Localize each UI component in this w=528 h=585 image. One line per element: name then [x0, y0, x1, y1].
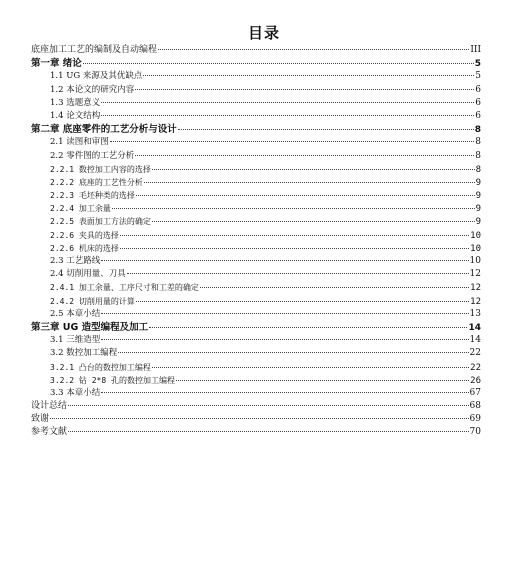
toc-entry-label: 2.4.2 切削用量的计算 [50, 296, 135, 306]
toc-entry[interactable] [31, 57, 481, 70]
toc-entry-label: 底座加工工艺的编制及自动编程 [31, 45, 158, 55]
toc-entry-page-number: 5 [475, 71, 481, 82]
dot-leader [135, 155, 474, 156]
toc-entry-page-number: 5 [474, 59, 481, 70]
dot-leader [152, 221, 475, 222]
toc-entry[interactable] [31, 215, 481, 228]
dot-leader [68, 405, 469, 406]
toc-entry[interactable] [31, 308, 481, 321]
dot-leader [120, 248, 469, 249]
toc-entry-label: 3.2 数控加工编程 [50, 348, 118, 359]
toc-entry-page-number: 9 [475, 217, 481, 228]
toc-entry-label: 2.4.1 加工余量、工序尺寸和工差的确定 [50, 283, 199, 293]
toc-entry[interactable] [31, 110, 481, 123]
dot-leader [178, 129, 474, 130]
toc-entry[interactable] [31, 189, 481, 202]
toc-entry-label: 致谢 [31, 414, 50, 425]
dot-leader [136, 195, 475, 196]
toc-entry[interactable] [31, 242, 481, 255]
toc-entry-page-number: 26 [470, 375, 481, 386]
toc-entry-page-number: 6 [475, 84, 481, 95]
toc-entry-page-number: 14 [468, 322, 481, 333]
toc-title: 目录 [247, 24, 280, 42]
dot-leader [135, 89, 474, 90]
toc-entry-page-number: 10 [470, 230, 481, 241]
dot-leader [149, 327, 467, 328]
toc-entry-page-number: 10 [469, 256, 481, 266]
toc-entry-label: 2.4 切削用量、刀具 [50, 269, 126, 280]
toc-entry[interactable] [31, 426, 481, 439]
toc-entry-page-number: 13 [469, 308, 481, 319]
toc-entry[interactable] [31, 84, 481, 97]
toc-entry-label: 1.4 论文结构 [50, 110, 101, 121]
toc-entry[interactable] [31, 387, 481, 400]
toc-entry-label: 2.2 零件图的工艺分析 [50, 150, 135, 161]
toc-entry-label: 2.3 工艺路线 [50, 256, 101, 266]
toc-entry-label: 3.2.1 凸台的数控加工编程 [50, 362, 151, 372]
toc-entry-label: 2.2.3 毛坯种类的选择 [50, 191, 135, 201]
toc-entry[interactable] [31, 361, 481, 374]
dot-leader [112, 208, 475, 209]
dot-leader [158, 49, 469, 50]
toc-entry-label: 2.1 读图和审图 [50, 137, 109, 148]
toc-entry-page-number: 67 [469, 387, 481, 398]
toc-entry-label: 1.1 UG 来源及其优缺点 [50, 71, 143, 82]
toc-entry-page-number: 12 [470, 283, 481, 294]
toc-entry-label: 第二章 底座零件的工艺分析与设计 [31, 124, 177, 136]
dot-leader [101, 115, 474, 116]
toc-entry[interactable] [31, 268, 481, 281]
toc-entry[interactable] [31, 400, 481, 413]
toc-entry-label: 第一章 绪论 [31, 58, 82, 70]
toc-entry-label: 3.1 三维造型 [50, 335, 101, 346]
toc-entry-page-number: 6 [475, 97, 481, 108]
toc-entry-label: 2.5 本章小结 [50, 308, 101, 319]
toc-entry[interactable] [31, 334, 481, 347]
toc-entry-label: 1.2 本论文的研究内容 [50, 84, 135, 95]
toc-entry-page-number: 8 [474, 125, 481, 136]
toc-entry-page-number: 6 [475, 110, 481, 121]
toc-entry-page-number: 70 [469, 427, 481, 438]
dot-leader [68, 431, 469, 432]
toc-entry-page-number: 68 [469, 401, 481, 412]
toc-entry-page-number: 8 [475, 150, 481, 161]
dot-leader [200, 287, 469, 288]
dot-leader [143, 75, 474, 76]
table-of-contents [31, 44, 481, 440]
dot-leader [101, 339, 468, 340]
dot-leader [101, 260, 468, 261]
toc-entry[interactable] [31, 70, 481, 83]
dot-leader [101, 313, 468, 314]
toc-entry[interactable] [31, 202, 481, 215]
toc-entry-page-number: 9 [475, 191, 481, 202]
toc-entry[interactable] [31, 321, 481, 334]
toc-entry[interactable] [31, 123, 481, 136]
dot-leader [144, 182, 475, 183]
dot-leader [120, 235, 469, 236]
toc-entry-page-number: 22 [470, 362, 481, 373]
toc-entry-label: 参考文献 [31, 427, 68, 438]
toc-entry-label: 2.2.6 夹具的选择 [50, 230, 119, 240]
toc-entry-label: 2.2.1 数控加工内容的选择 [50, 164, 151, 174]
toc-entry[interactable] [31, 150, 481, 163]
toc-entry[interactable] [31, 176, 481, 189]
toc-entry[interactable] [31, 281, 481, 294]
toc-entry[interactable] [31, 136, 481, 149]
toc-entry-page-number: 9 [475, 204, 481, 215]
dot-leader [83, 63, 474, 64]
toc-entry[interactable] [31, 97, 481, 110]
toc-entry[interactable] [31, 295, 481, 308]
toc-entry-page-number: 22 [469, 348, 481, 359]
dot-leader [127, 273, 469, 274]
toc-entry-page-number: 69 [469, 414, 481, 425]
dot-leader [152, 169, 475, 170]
toc-entry-page-number: 14 [469, 335, 481, 346]
dot-leader [110, 141, 475, 142]
toc-entry-label: 第三章 UG 造型编程及加工 [31, 321, 149, 333]
toc-entry-label: 设计总结 [31, 401, 68, 412]
dot-leader [118, 352, 468, 353]
toc-entry[interactable] [31, 374, 481, 387]
toc-entry-label: 1.3 选题意义 [50, 97, 101, 108]
dot-leader [50, 418, 469, 419]
toc-entry-page-number: 12 [469, 269, 481, 280]
toc-entry-page-number: 8 [475, 164, 481, 175]
toc-entry-label: 2.2.6 机床的选择 [50, 243, 119, 253]
dot-leader [152, 367, 469, 368]
toc-entry[interactable] [31, 347, 481, 360]
toc-entry-label: 2.2.4 加工余量 [50, 204, 111, 214]
toc-entry-label: 3.2.2 钻 2*8 孔的数控加工编程 [50, 375, 175, 385]
toc-entry-page-number: 9 [475, 177, 481, 188]
toc-entry[interactable] [31, 44, 481, 57]
toc-entry-label: 2.2.5 表面加工方法的确定 [50, 217, 151, 227]
dot-leader [136, 301, 469, 302]
toc-entry-page-number: 12 [470, 296, 481, 307]
toc-entry[interactable] [31, 413, 481, 426]
dot-leader [176, 380, 469, 381]
toc-entry[interactable] [31, 255, 481, 268]
toc-entry-page-number: III [470, 45, 481, 55]
dot-leader [101, 102, 474, 103]
toc-entry-page-number: 8 [475, 137, 481, 148]
dot-leader [101, 392, 468, 393]
toc-entry[interactable] [31, 229, 481, 242]
toc-entry-page-number: 10 [470, 243, 481, 254]
toc-entry-label: 3.3 本章小结 [50, 387, 101, 398]
toc-entry-label: 2.2.2 底座的工艺性分析 [50, 177, 143, 187]
toc-entry[interactable] [31, 163, 481, 176]
